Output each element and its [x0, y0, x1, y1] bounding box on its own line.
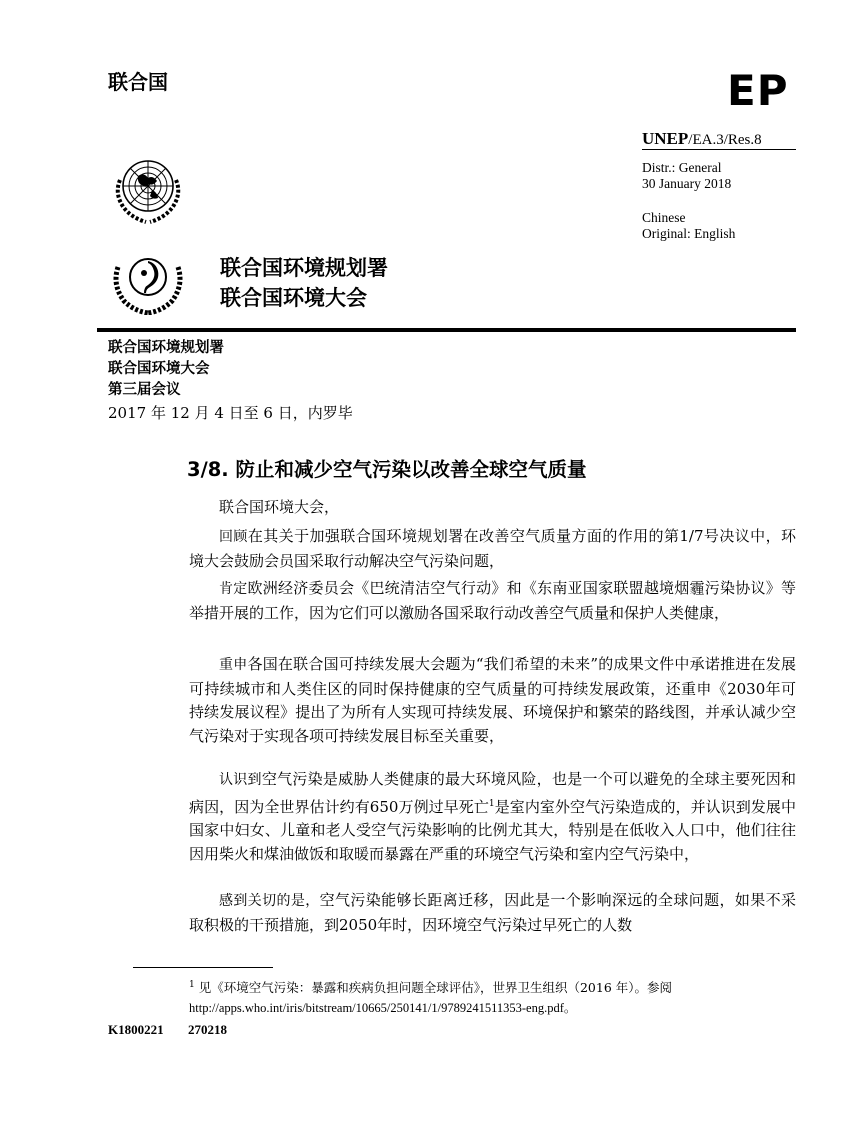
paragraph-text: 在其关于加强联合国环境规划署在改善空气质量方面的作用的第1/7号决议中，环境大会鼓励会员国采取行动解决空气污染问题， — [189, 527, 796, 570]
footnote-rule — [133, 967, 273, 968]
paragraph-lead: 感到关切的是， — [219, 893, 320, 909]
footnote-link[interactable]: http://apps.who.int/iris/bitstream/10665/250141/1/9789241511353-eng.pdf。 — [189, 1001, 577, 1016]
footnote — [189, 975, 796, 1018]
org-name-assembly: 联合国环境大会 — [220, 286, 367, 310]
section-divider — [97, 328, 796, 332]
paragraph-lead: 认识到 — [219, 772, 262, 788]
session-date-place: 2017 年 12 月 4 日至 6 日，内罗毕 — [108, 404, 353, 422]
session-assembly: 联合国环境大会 — [108, 361, 210, 377]
session-number: 第三届会议 — [108, 382, 181, 398]
document-symbol-rest: /EA.3/Res.8 — [688, 132, 762, 148]
preamble-paragraph — [189, 889, 796, 937]
footnote-reference[interactable]: 1 — [488, 798, 495, 809]
preamble-paragraph — [189, 525, 796, 573]
job-number: K1800221 — [108, 1022, 164, 1037]
un-emblem-icon — [108, 150, 188, 230]
org-name-unep: 联合国环境规划署 — [220, 256, 388, 280]
document-symbol-main: UNEP — [642, 129, 689, 148]
paragraph-lead: 回顾 — [219, 529, 248, 545]
unep-emblem-icon — [108, 247, 188, 315]
paragraph-text: 欧洲经济委员会《巴统清洁空气行动》和《东南亚国家联盟越境烟霾污染协议》等举措开展的工作，因为它们可以激励各国采取行动改善空气质量和保护人类健康， — [189, 579, 797, 622]
un-title: 联合国 — [108, 70, 168, 94]
header-rule — [642, 149, 796, 150]
preamble-paragraph — [189, 653, 796, 748]
paragraph-text: 是室内室外空气污染造成的，并认识到发展中国家中妇女、儿童和老人受空气污染影响的比例尤其大，特别是在低收入人口中，他们往往因用柴火和煤油做饭和取暖而暴露在严重的环境空气污染和室内空气污染中， — [189, 797, 796, 863]
paragraph-text: 空气污染能够长距离迁移，因此是一个影响深远的全球问题，如果不采取积极的干预措施，到2050年时，因环境空气污染过早死亡的人数 — [189, 891, 796, 934]
assembly-intro: 联合国环境大会， — [219, 498, 340, 516]
footnote-mark: 1 — [189, 980, 195, 990]
paragraph-text: 各国在联合国可持续发展大会题为“我们希望的未来”的成果文件中承诺推进在发展可持续城市和人类住区的同时保持健康的空气质量的可持续发展政策，还重申《2030年可持续发展议程》提出了为所有人实现可持续发展、环境保护和繁荣的路线图，并承认减少空气污染对于实现各项可持续发展目标至关重要， — [189, 655, 797, 745]
resolution-title: 3/8. 防止和减少空气污染以改善全球空气质量 — [187, 458, 587, 481]
session-org: 联合国环境规划署 — [108, 340, 224, 356]
original-language: Original: English — [642, 226, 736, 241]
document-date: 30 January 2018 — [642, 176, 732, 191]
paragraph-lead: 肯定 — [219, 581, 248, 597]
paragraph-lead: 重申 — [219, 657, 248, 673]
footnote-text: 见《环境空气污染：暴露和疾病负担问题全球评估》，世界卫生组织（2016 年）。参阅 — [194, 980, 672, 996]
document-language: Chinese — [642, 210, 686, 225]
ep-mark: EP — [727, 66, 789, 115]
paragraph-text: 空气污染是威胁人类健康的最大环境风险，也是一个可以避免的全球主要死因和病因，因为全世界估计约有650万例过早死亡 — [189, 770, 796, 816]
document-symbol — [642, 129, 762, 149]
job-date: 270218 — [188, 1022, 227, 1037]
preamble-paragraph — [189, 577, 796, 625]
preamble-paragraph — [189, 768, 796, 866]
distribution: Distr.: General — [642, 160, 722, 175]
